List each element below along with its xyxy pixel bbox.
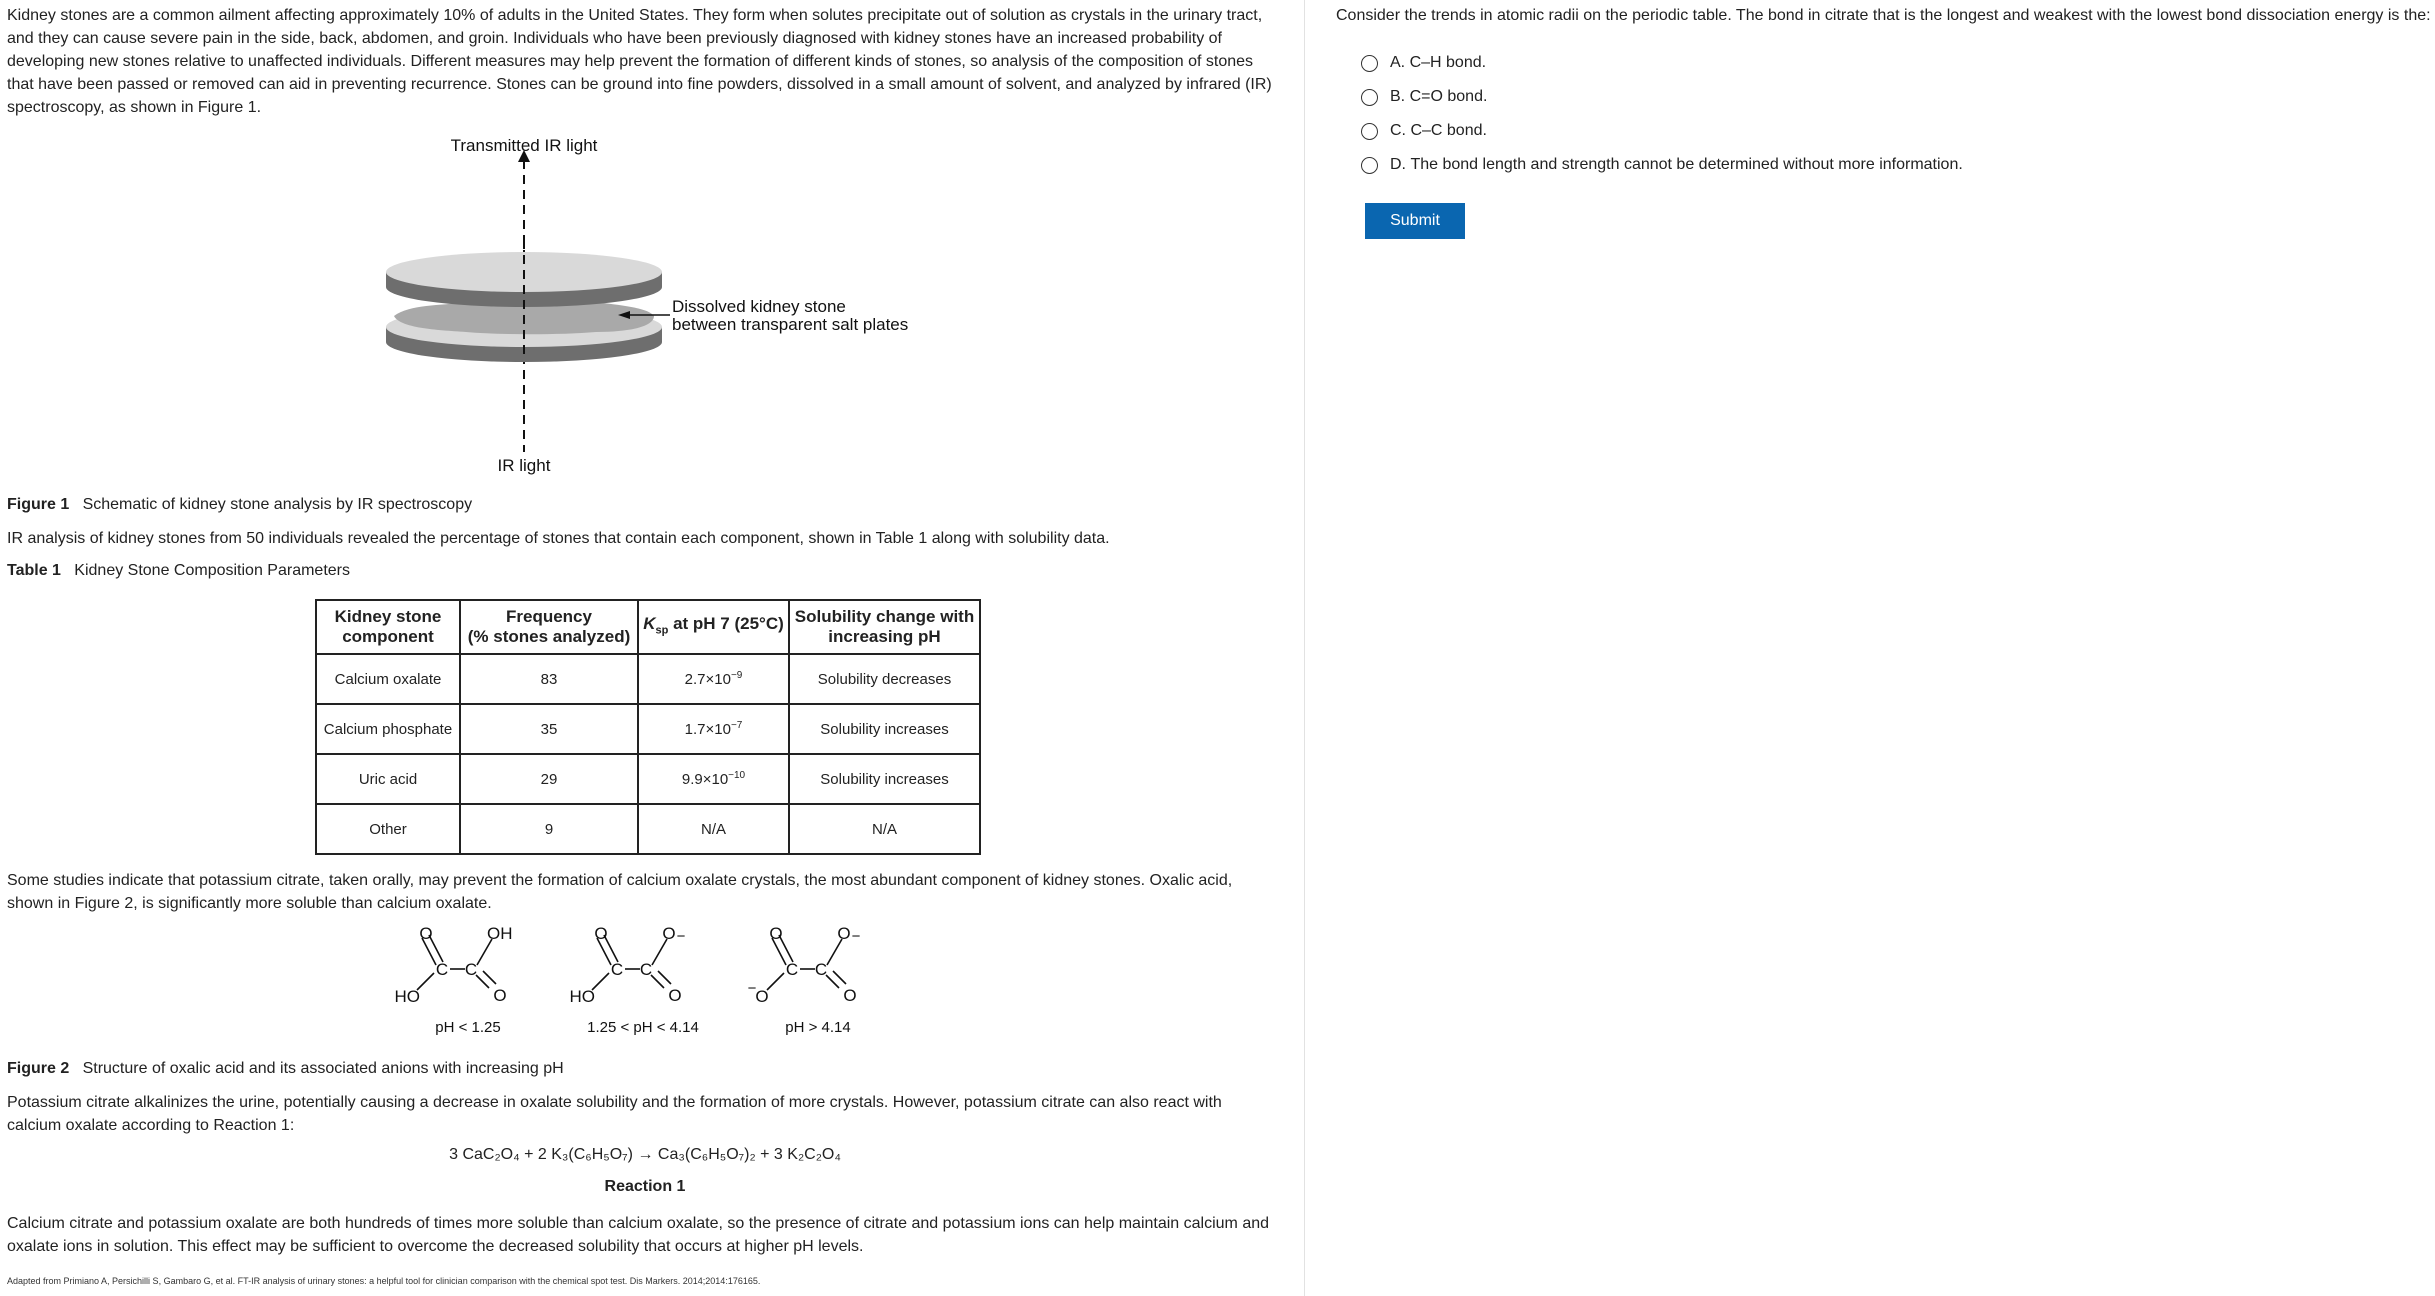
ph-label: 1.25 < pH < 4.14: [587, 1019, 699, 1036]
table-1-caption-text: Kidney Stone Composition Parameters: [74, 562, 350, 579]
source-citation: Adapted from Primiano A, Persichilli S, Gambaro G, et al. FT-IR analysis of urinary stones: a helpful tool for clinician comparison with the chemical spot test. Dis Markers. 2014;2014:176165.: [7, 1276, 761, 1286]
svg-text:O: O: [493, 986, 507, 1005]
figure-1-caption-text: Schematic of kidney stone analysis by IR spectroscopy: [82, 496, 473, 513]
figure-1-caption-label: Figure 1: [7, 496, 70, 513]
radio-c[interactable]: [1361, 123, 1378, 140]
potassium-citrate-paragraph: Some studies indicate that potassium citrate, taken orally, may prevent the formation of calcium oxalate crystals, the most abundant component of kidney stones. Oxalic acid, shown in Figure 2, is significantly more soluble than calcium oxalate.: [7, 872, 1233, 912]
cell-frequency: 35: [460, 704, 638, 754]
option-text: The bond length and strength cannot be determined without more information.: [1410, 156, 1963, 173]
option-text: C–C bond.: [1410, 122, 1487, 139]
cell-solubility: Solubility increases: [789, 704, 980, 754]
option-text: C=O bond.: [1409, 88, 1488, 105]
svg-text:O: O: [668, 986, 682, 1005]
ph-label: pH < 1.25: [435, 1019, 501, 1036]
cell-component: Calcium phosphate: [316, 704, 460, 754]
svg-text:O: O: [755, 987, 769, 1006]
ph-label: pH > 4.14: [785, 1019, 851, 1036]
svg-text:HO: HO: [569, 987, 595, 1006]
option-d[interactable]: [1361, 156, 1963, 174]
option-a[interactable]: [1361, 54, 1486, 72]
option-letter: A.: [1390, 54, 1406, 71]
cell-frequency: 29: [460, 754, 638, 804]
cell-solubility: Solubility decreases: [789, 654, 980, 704]
submit-button[interactable]: Submit: [1365, 203, 1465, 239]
svg-text:−: −: [676, 928, 686, 945]
oxalate-dianion-structure: [748, 925, 861, 1036]
cell-ksp: $1.7\times 10^{-7}$: [638, 704, 789, 754]
hydrogen-oxalate-structure: [570, 925, 699, 1036]
figure-1-side-label-1: Dissolved kidney stone: [672, 297, 846, 316]
svg-text:C: C: [435, 960, 449, 979]
cell-ksp: N/A: [638, 804, 789, 854]
cell-solubility: Solubility increases: [789, 754, 980, 804]
cell-component: Uric acid: [316, 754, 460, 804]
figure-2-caption-label: Figure 2: [7, 1060, 70, 1077]
figure-1-schematic: [370, 130, 930, 480]
svg-text:C: C: [610, 960, 624, 979]
svg-text:−: −: [747, 980, 757, 997]
svg-text:O: O: [769, 925, 783, 943]
cell-frequency: 83: [460, 654, 638, 704]
figure-1-top-label: Transmitted IR light: [450, 136, 598, 155]
header-ksp: $K_{sp}$ at pH 7 (25°C): [638, 600, 789, 654]
figure-1-caption: [7, 494, 472, 516]
option-letter: C.: [1390, 122, 1406, 139]
alkalinize-paragraph: Potassium citrate alkalinizes the urine, potentially causing a decrease in oxalate solubility and the formation of more crystals. However, potassium citrate can also react with calcium oxalate according to Reaction 1:: [7, 1094, 1222, 1134]
cell-ksp: $9.9\times 10^{-10}$: [638, 754, 789, 804]
header-frequency: Frequency (% stones analyzed): [460, 600, 638, 654]
option-c[interactable]: [1361, 122, 1487, 140]
svg-text:C: C: [785, 960, 799, 979]
intro-paragraph: Kidney stones are a common ailment affecting approximately 10% of adults in the United States. They form when solutes precipitate out of solution as crystals in the urinary tract, and they can cause severe pain in the side, back, abdomen, and groin. Individuals who have been previously diagnosed with kidney stones have an increased probability of developing new stones relative to unaffected individuals. Different measures may help prevent the formation of different kinds of stones, so analysis of the composition of stones that have been passed or removed can aid in preventing recurrence. Stones can be ground into fine powders, dissolved in a small amount of solvent, and analyzed by infrared (IR) spectroscopy, as shown in Figure 1.: [7, 7, 1272, 116]
header-component: Kidney stone component: [316, 600, 460, 654]
option-b[interactable]: [1361, 88, 1487, 106]
figure-2-caption-text: Structure of oxalic acid and its associated anions with increasing pH: [82, 1060, 564, 1077]
ir-analysis-paragraph: IR analysis of kidney stones from 50 individuals revealed the percentage of stones that contain each component, shown in Table 1 along with solubility data.: [7, 530, 1110, 547]
figure-2-structures: [390, 925, 910, 1040]
reaction-1-label: Reaction 1: [604, 1178, 686, 1195]
question-stem: Consider the trends in atomic radii on the periodic table. The bond in citrate that is the longest and weakest with the lowest bond dissociation energy is the:: [1336, 7, 2431, 24]
table-row: [316, 654, 980, 704]
svg-text:O: O: [843, 986, 857, 1005]
kidney-stone-table: [315, 599, 981, 855]
svg-text:HO: HO: [394, 987, 420, 1006]
reaction-1-equation: 3 CaC₂O₄ + 2 K₃(C₆H₅O₇) → Ca₃(C₆H₅O₇)₂ + 3 K₂C₂O₄: [449, 1146, 841, 1163]
svg-text:C: C: [464, 960, 478, 979]
table-1-caption: [7, 560, 350, 582]
option-text: C–H bond.: [1409, 54, 1487, 71]
cell-component: Calcium oxalate: [316, 654, 460, 704]
oxalic-acid-structure: [395, 925, 513, 1036]
svg-text:O: O: [594, 925, 608, 943]
table-row: [316, 804, 980, 854]
cell-frequency: 9: [460, 804, 638, 854]
radio-b[interactable]: [1361, 89, 1378, 106]
table-row: [316, 704, 980, 754]
figure-2-caption: [7, 1058, 564, 1080]
svg-text:O: O: [837, 925, 851, 943]
figure-1-side-label-2: between transparent salt plates: [672, 315, 909, 334]
conclusion-paragraph: Calcium citrate and potassium oxalate are both hundreds of times more soluble than calcium oxalate, so the presence of citrate and potassium ions can help maintain calcium and oxalate ions in solution. This effect may be sufficient to overcome the decreased solubility that occurs at higher pH levels.: [7, 1215, 1270, 1255]
question-pane: [1306, 0, 2435, 1296]
svg-text:C: C: [814, 960, 828, 979]
svg-text:O: O: [662, 925, 676, 943]
cell-solubility: N/A: [789, 804, 980, 854]
radio-d[interactable]: [1361, 157, 1378, 174]
table-header-row: [316, 600, 980, 654]
cell-component: Other: [316, 804, 460, 854]
table-1-caption-label: Table 1: [7, 562, 61, 579]
svg-text:O: O: [419, 925, 433, 943]
svg-text:C: C: [639, 960, 653, 979]
header-solubility: Solubility change with increasing pH: [789, 600, 980, 654]
cell-ksp: $2.7\times 10^{-9}$: [638, 654, 789, 704]
option-letter: B.: [1390, 88, 1406, 105]
figure-1-bottom-label: IR light: [497, 456, 551, 475]
svg-text:−: −: [851, 928, 861, 945]
table-row: [316, 754, 980, 804]
svg-text:OH: OH: [487, 925, 513, 943]
radio-a[interactable]: [1361, 55, 1378, 72]
option-letter: D.: [1390, 156, 1406, 173]
